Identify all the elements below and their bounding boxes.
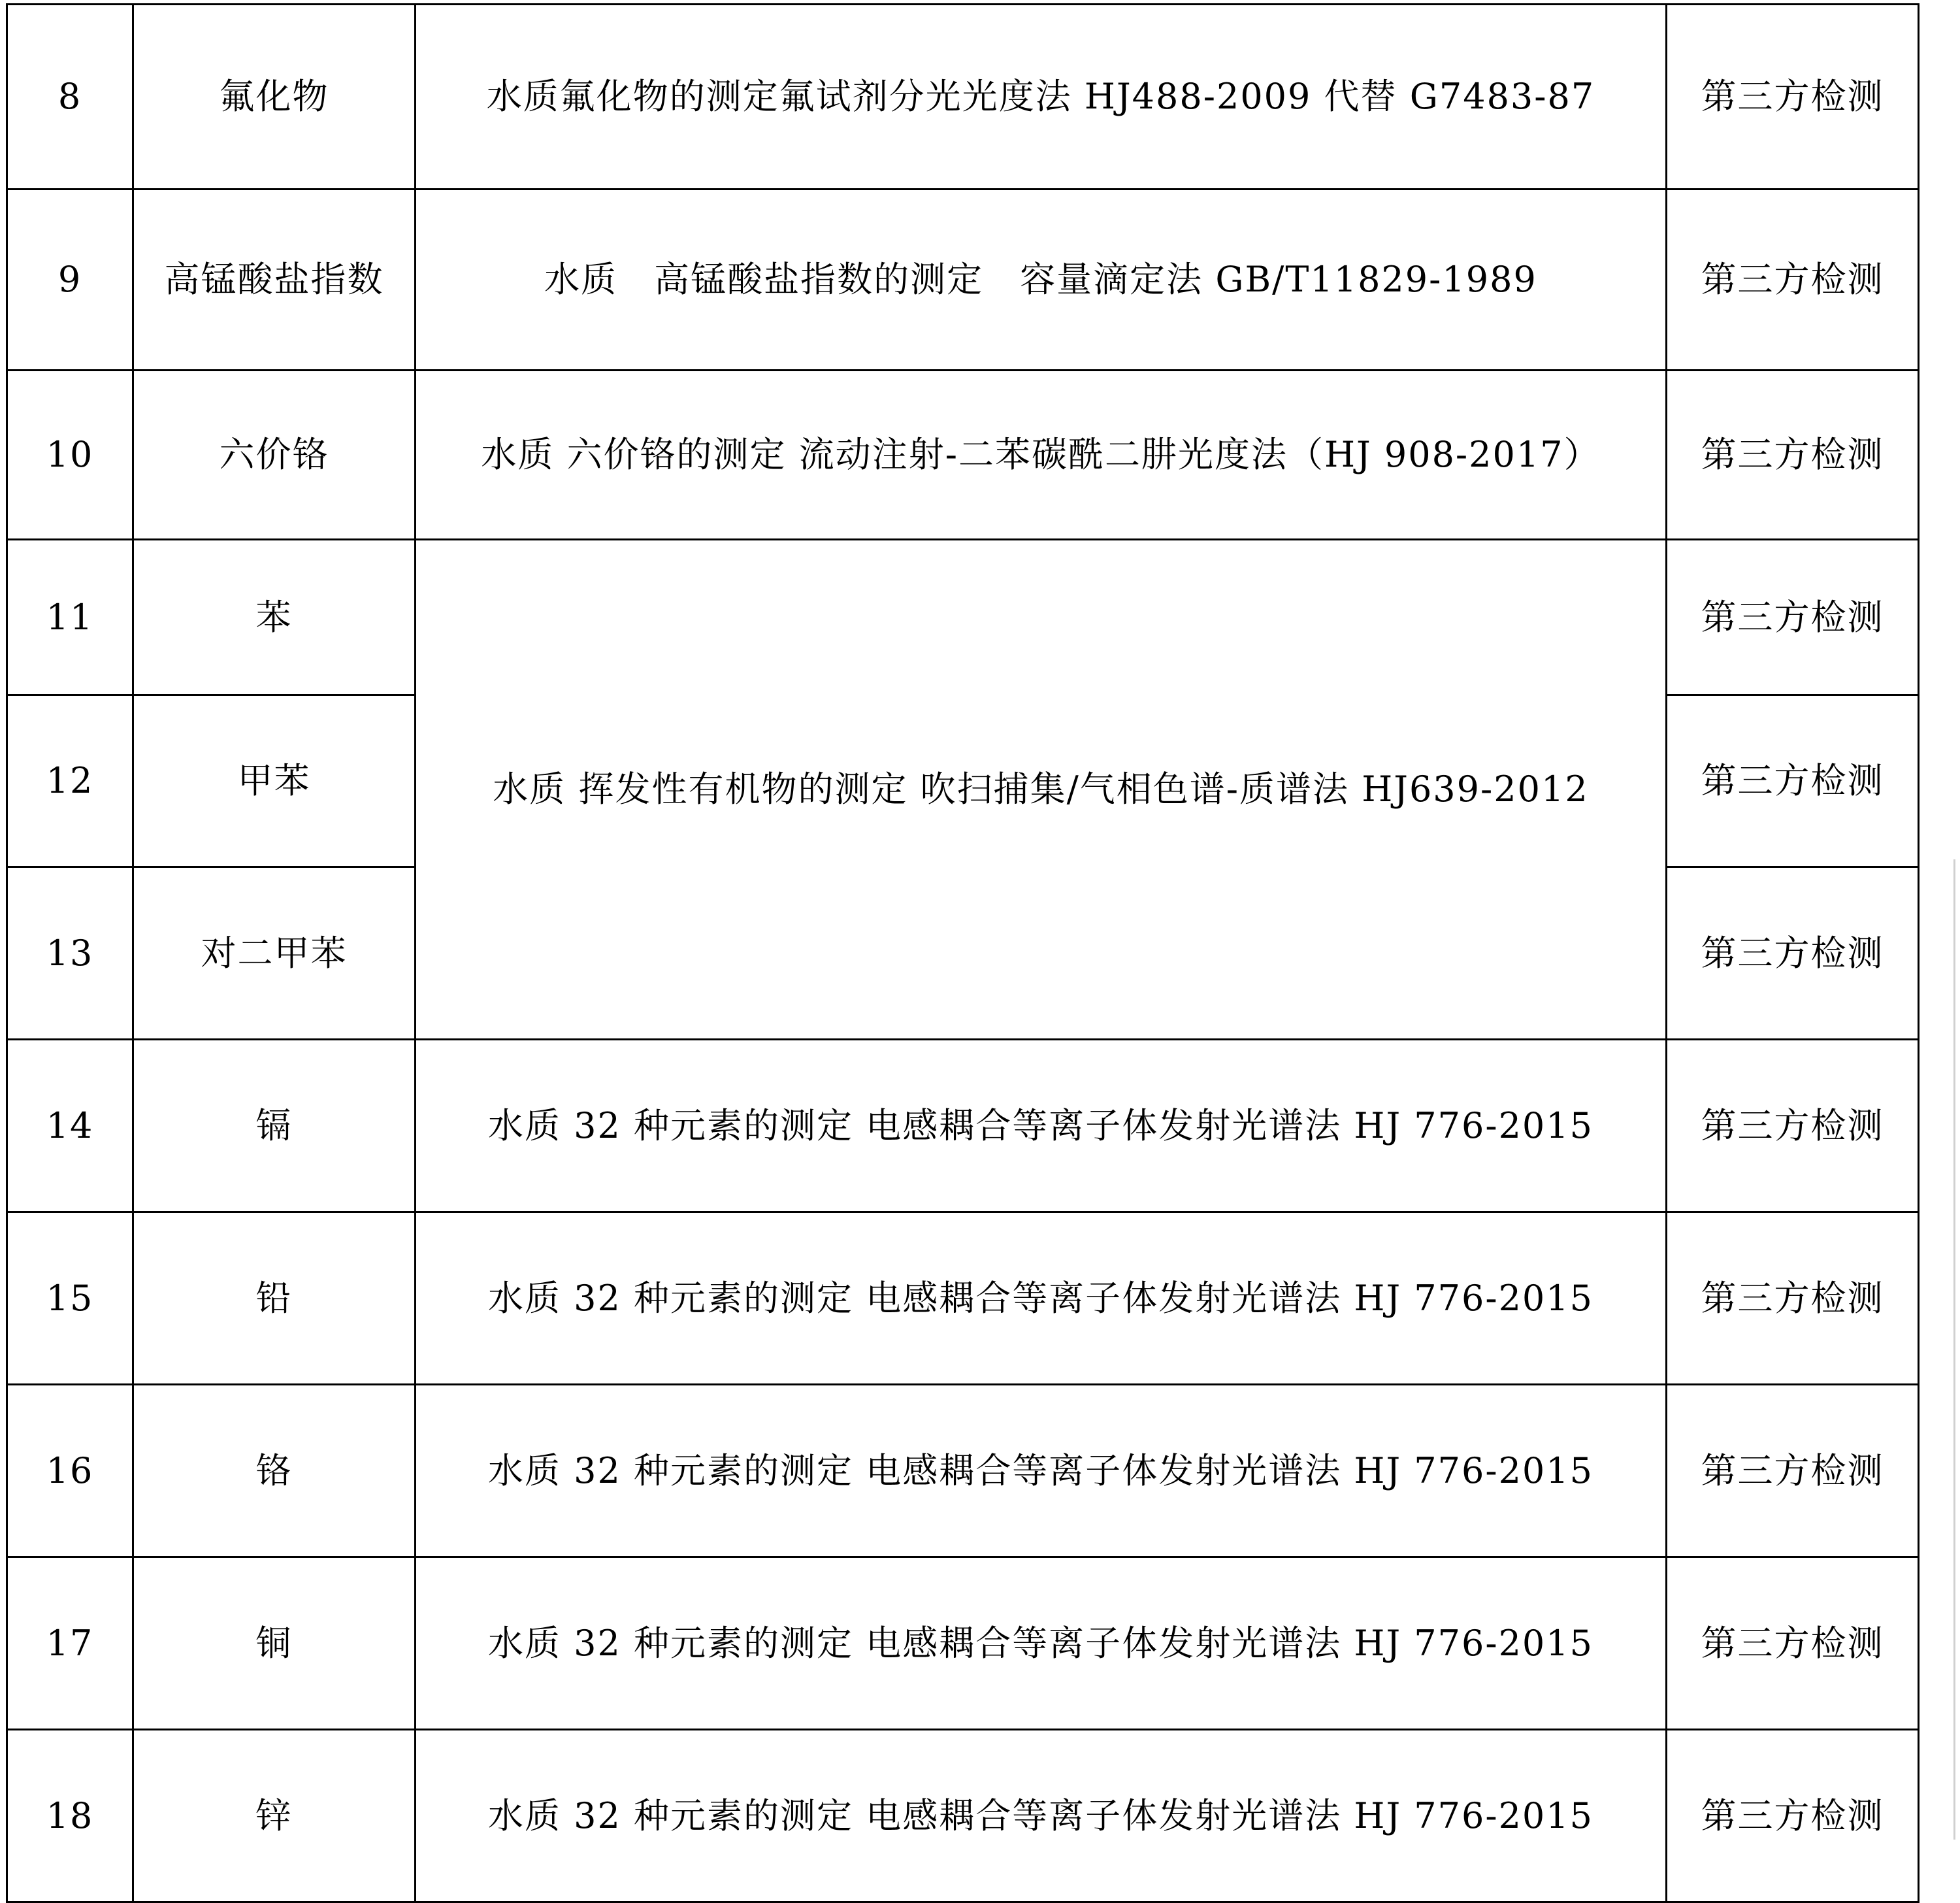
test-item: 对二甲苯 — [133, 867, 416, 1040]
test-item: 苯 — [133, 540, 416, 695]
row-number: 9 — [7, 190, 133, 371]
testing-party: 第三方检测 — [1667, 371, 1919, 540]
table-row — [7, 540, 1919, 695]
row-number: 12 — [7, 695, 133, 867]
table-row — [7, 371, 1919, 540]
testing-party: 第三方检测 — [1667, 695, 1919, 867]
row-number: 14 — [7, 1040, 133, 1212]
testing-party: 第三方检测 — [1667, 540, 1919, 695]
test-item: 高锰酸盐指数 — [133, 190, 416, 371]
table-row — [7, 1385, 1919, 1557]
testing-party: 第三方检测 — [1667, 1385, 1919, 1557]
testing-party: 第三方检测 — [1667, 190, 1919, 371]
test-item: 甲苯 — [133, 695, 416, 867]
row-number: 13 — [7, 867, 133, 1040]
test-item: 镉 — [133, 1040, 416, 1212]
row-number: 15 — [7, 1212, 133, 1385]
test-item: 六价铬 — [133, 371, 416, 540]
test-method: 水质氟化物的测定氟试剂分光光度法 HJ488-2009 代替 G7483-87 — [416, 5, 1667, 190]
row-number: 18 — [7, 1730, 133, 1902]
test-method: 水质 挥发性有机物的测定 吹扫捕集/气相色谱-质谱法 HJ639-2012 — [416, 540, 1667, 1040]
test-method: 水质 六价铬的测定 流动注射-二苯碳酰二肼光度法（HJ 908-2017） — [416, 371, 1667, 540]
row-number: 10 — [7, 371, 133, 540]
test-item: 铜 — [133, 1557, 416, 1730]
table-row — [7, 5, 1919, 190]
testing-party: 第三方检测 — [1667, 867, 1919, 1040]
table-row — [7, 1730, 1919, 1902]
testing-party: 第三方检测 — [1667, 1730, 1919, 1902]
testing-party: 第三方检测 — [1667, 1212, 1919, 1385]
test-method: 水质 32 种元素的测定 电感耦合等离子体发射光谱法 HJ 776-2015 — [416, 1040, 1667, 1212]
row-number: 17 — [7, 1557, 133, 1730]
test-method: 水质 32 种元素的测定 电感耦合等离子体发射光谱法 HJ 776-2015 — [416, 1212, 1667, 1385]
page-edge-line — [1953, 859, 1955, 1840]
table-row — [7, 1040, 1919, 1212]
row-number: 8 — [7, 5, 133, 190]
test-method: 水质 高锰酸盐指数的测定 容量滴定法 GB/T11829-1989 — [416, 190, 1667, 371]
test-method: 水质 32 种元素的测定 电感耦合等离子体发射光谱法 HJ 776-2015 — [416, 1385, 1667, 1557]
test-method: 水质 32 种元素的测定 电感耦合等离子体发射光谱法 HJ 776-2015 — [416, 1730, 1667, 1902]
test-method-table — [6, 3, 1919, 1903]
testing-party: 第三方检测 — [1667, 1557, 1919, 1730]
test-item: 铅 — [133, 1212, 416, 1385]
row-number: 16 — [7, 1385, 133, 1557]
testing-party: 第三方检测 — [1667, 1040, 1919, 1212]
row-number: 11 — [7, 540, 133, 695]
table-row — [7, 1212, 1919, 1385]
testing-party: 第三方检测 — [1667, 5, 1919, 190]
test-item: 锌 — [133, 1730, 416, 1902]
table-row — [7, 190, 1919, 371]
table-row — [7, 1557, 1919, 1730]
test-item: 铬 — [133, 1385, 416, 1557]
test-item: 氟化物 — [133, 5, 416, 190]
test-method: 水质 32 种元素的测定 电感耦合等离子体发射光谱法 HJ 776-2015 — [416, 1557, 1667, 1730]
